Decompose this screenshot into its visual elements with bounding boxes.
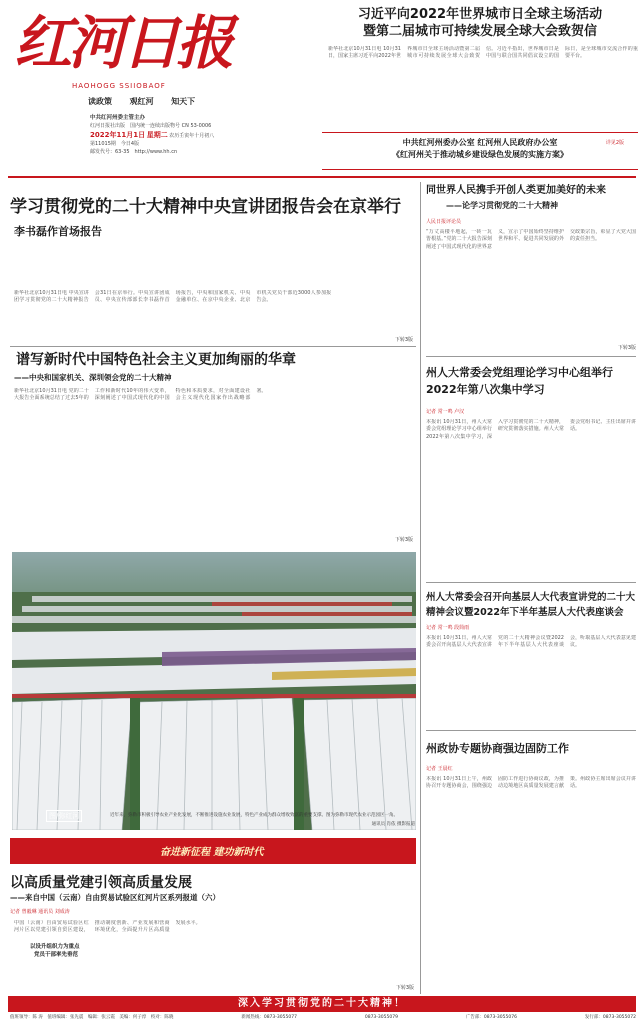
article-3-title: 以高质量党建引领高质量发展 xyxy=(10,875,192,891)
issue-number: 第11015期 xyxy=(90,141,116,147)
notice-issuer: 中共红河州委办公室 红河州人民政府办公室 xyxy=(402,138,558,147)
article-2-jump: 下转3版 xyxy=(394,537,413,543)
article-3-body: 中国（云南）自由贸易试验区红河片区以党建引领自贸区建设，推动制度创新、产业发展和营商环境优化，全面提升片区高质量发展水平。 xyxy=(14,920,201,934)
photo-caption-text: 近年来，弥勒市积极引导农业产业化发展，不断推进设施农业发展，特色产业成为群众增收致富的重要支撑。图为弥勒市现代农业示范园区一角。 xyxy=(110,813,398,818)
top-story-title-1: 习近平向2022年世界城市日全球主场活动 xyxy=(357,7,603,22)
top-story-title-2: 暨第二届城市可持续发展全球大会致贺信 xyxy=(362,24,597,39)
article-3-byline: 记者 曾毅琳 通讯员 刘成涛 xyxy=(10,909,70,915)
right-article-3-body: 本报讯 10月31日，州人大常委会召开向基层人大代表宣讲党的二十大精神会议暨2022年下半年基层人大代表座谈会，听取基层人大代表意见建议。 xyxy=(426,635,636,649)
article-3-jump: 下转3版 xyxy=(395,985,414,991)
article-3-subhead-2: 党员干部率先垂范 xyxy=(34,952,79,958)
footer-news-phone: 新闻热线：0873-3055077 xyxy=(241,1015,297,1020)
right-article-1 xyxy=(426,184,636,354)
right-article-1-byline: 人民日报评论员 xyxy=(426,219,462,225)
right-article-4-title: 州政协专题协商强边固防工作 xyxy=(426,742,569,755)
bottom-banner-text: 深入学习贯彻党的二十大精神！ xyxy=(238,998,406,1009)
greenhouse-photo xyxy=(12,552,416,830)
masthead-rule xyxy=(8,176,636,178)
issue-date: 2022年11月1日 xyxy=(90,131,146,139)
issue-weekday: 星期二 xyxy=(146,131,168,139)
article-3-subtitle: ——来自中国（云南）自由贸易试验区红河片区系列报道（六） xyxy=(10,893,220,902)
right-article-1-body: “万丈高楼平地起，一砖一瓦皆根基。”党的二十大报告深刻阐述了中国式现代化的世界意义，宣示了中国始终坚持维护世界和平、促进共同发展的外交政策宗旨，彰显了大党大国的责任担当。 xyxy=(426,229,636,250)
slogan-3: 知天下 xyxy=(171,97,196,106)
notice-jump: 详见2版 xyxy=(605,140,624,146)
footer-ad-phone: 广告部：0873-3055076 xyxy=(465,1015,517,1020)
right-article-4-byline: 记者 王晨红 xyxy=(426,766,453,772)
right-article-2 xyxy=(426,360,636,580)
bottom-banner xyxy=(8,996,636,1012)
notice-box xyxy=(322,132,638,170)
column-divider xyxy=(420,182,421,994)
lead-body: 新华社北京10月31日电 中央宣讲团学习贯彻党的二十大精神报告会31日在京举行。中央宣讲团成员、中央宣传部部长李书磊作首场报告，中央和国家机关、中央金融单位、在京中央企业、北京市机关党员干部近3000人参加报告会。 xyxy=(14,290,332,304)
article-3-subhead-1: 以设升组织力为重点 xyxy=(30,944,80,950)
right-article-2-title: 州人大常委会党组理论学习中心组举行2022年第八次集中学习 xyxy=(426,366,613,396)
article-3 xyxy=(10,868,416,994)
website: http://www.hh.cn xyxy=(134,149,178,155)
masthead xyxy=(10,6,310,156)
right-article-1-subtitle: ——论学习贯彻党的二十大精神 xyxy=(446,201,558,210)
article-2-body: 新华社北京10月31日电 党的二十大报告全面系统总结了过去5年的工作和新时代10年的伟大变革，深刻阐述了中国式现代化的中国特色和本质要求，对全面建设社会主义现代化国家作出战略部署。 xyxy=(14,388,267,402)
theme-banner xyxy=(10,838,416,864)
slogan-1: 读政策 xyxy=(88,97,112,106)
footer xyxy=(10,1013,636,1023)
notice-title: 《红河州关于推动城乡建设绿色发展的实施方案》 xyxy=(392,150,568,159)
right-divider-2 xyxy=(426,582,636,583)
right-article-2-body: 本报讯 10月31日，州人大常委会党组理论学习中心组举行2022年第八次集中学习，深入学习贯彻党的二十大精神，研究贯彻落实措施。州人大常委会党组书记、主任出席并讲话。 xyxy=(426,419,636,440)
top-story-body: 新华社北京10月31日电 10月31日，国家主席习近平向2022年世界城市日全球主场活动暨第二届城市可持续发展全球大会致贺信。习近平指出，世界城市日是中国与联合国共同倡议设立的国际日，是全球城市交流合作的重要平台。 xyxy=(328,46,638,60)
article-2-subtitle: ——中央和国家机关、深圳领会党的二十大精神 xyxy=(14,373,172,382)
lunar-date: 农历壬寅年十月初八 xyxy=(169,133,215,139)
page-count: 今日4版 xyxy=(120,141,140,147)
photo-caption xyxy=(110,812,415,830)
article-2-title: 谱写新时代中国特色社会主义更加绚丽的华章 xyxy=(16,352,296,368)
greenhouse-aerial-image xyxy=(12,552,416,830)
publisher: 红河日报社出版 xyxy=(90,123,126,129)
photo-watermark: 图/弥红河 xyxy=(46,810,82,822)
masthead-pinyin: HAOHOGG SSIIOBAOF xyxy=(72,82,166,90)
right-article-3-byline: 记者 常一鸣 段简雨 xyxy=(426,625,470,631)
footer-editors: 值班领导：陈 涛 值班编辑：张先震 编辑：张云霞 美编：何子淳 校对：陈晓 xyxy=(10,1015,174,1020)
masthead-sponsor: 中共红河州委主管主办 xyxy=(90,115,146,121)
banner-label: 奋进新征程 建功新时代 xyxy=(160,847,264,858)
footer-distribution-phone: 发行部：0873-3055072 xyxy=(584,1015,636,1020)
right-divider-1 xyxy=(426,356,636,357)
photo-credit: 通讯员 肖依 摄影报道 xyxy=(371,822,415,827)
right-article-4 xyxy=(426,734,636,994)
masthead-logo: 红河日报 xyxy=(14,9,231,77)
slogan-2: 观红河 xyxy=(129,97,154,106)
masthead-info xyxy=(90,122,310,156)
right-article-1-title: 同世界人民携手开创人类更加美好的未来 xyxy=(426,185,606,196)
footer-office-phone: 0873-3055079 xyxy=(364,1015,398,1020)
cn-number: 国内统一连续出版物号 CN 53-0006 xyxy=(130,123,212,129)
masthead-slogans xyxy=(88,96,195,107)
right-article-2-byline: 记者 常一鸣 卢汉 xyxy=(426,409,465,415)
lead-jump: 下转3版 xyxy=(394,337,413,343)
right-article-1-jump: 下转3版 xyxy=(617,345,636,351)
right-article-3 xyxy=(426,586,636,728)
postcode: 邮发代号：63-35 xyxy=(90,149,130,155)
right-article-3-title: 州人大常委会召开向基层人大代表宣讲党的二十大精神会议暨2022年下半年基层人大代表座谈会 xyxy=(426,592,636,618)
top-story xyxy=(322,6,638,106)
divider-1 xyxy=(10,346,416,347)
right-article-4-body: 本报讯 10月31日上午，州政协召开专题协商会，围绕强边固防工作进行协商议政，为推动边境地区高质量发展建言献策。州政协主席出席会议并讲话。 xyxy=(426,776,636,790)
lead-story xyxy=(10,196,415,344)
right-divider-3 xyxy=(426,730,636,731)
lead-subtitle: 李书磊作首场报告 xyxy=(14,225,102,238)
lead-title: 学习贯彻党的二十大精神中央宣讲团报告会在京举行 xyxy=(10,197,401,217)
article-2 xyxy=(10,350,415,548)
